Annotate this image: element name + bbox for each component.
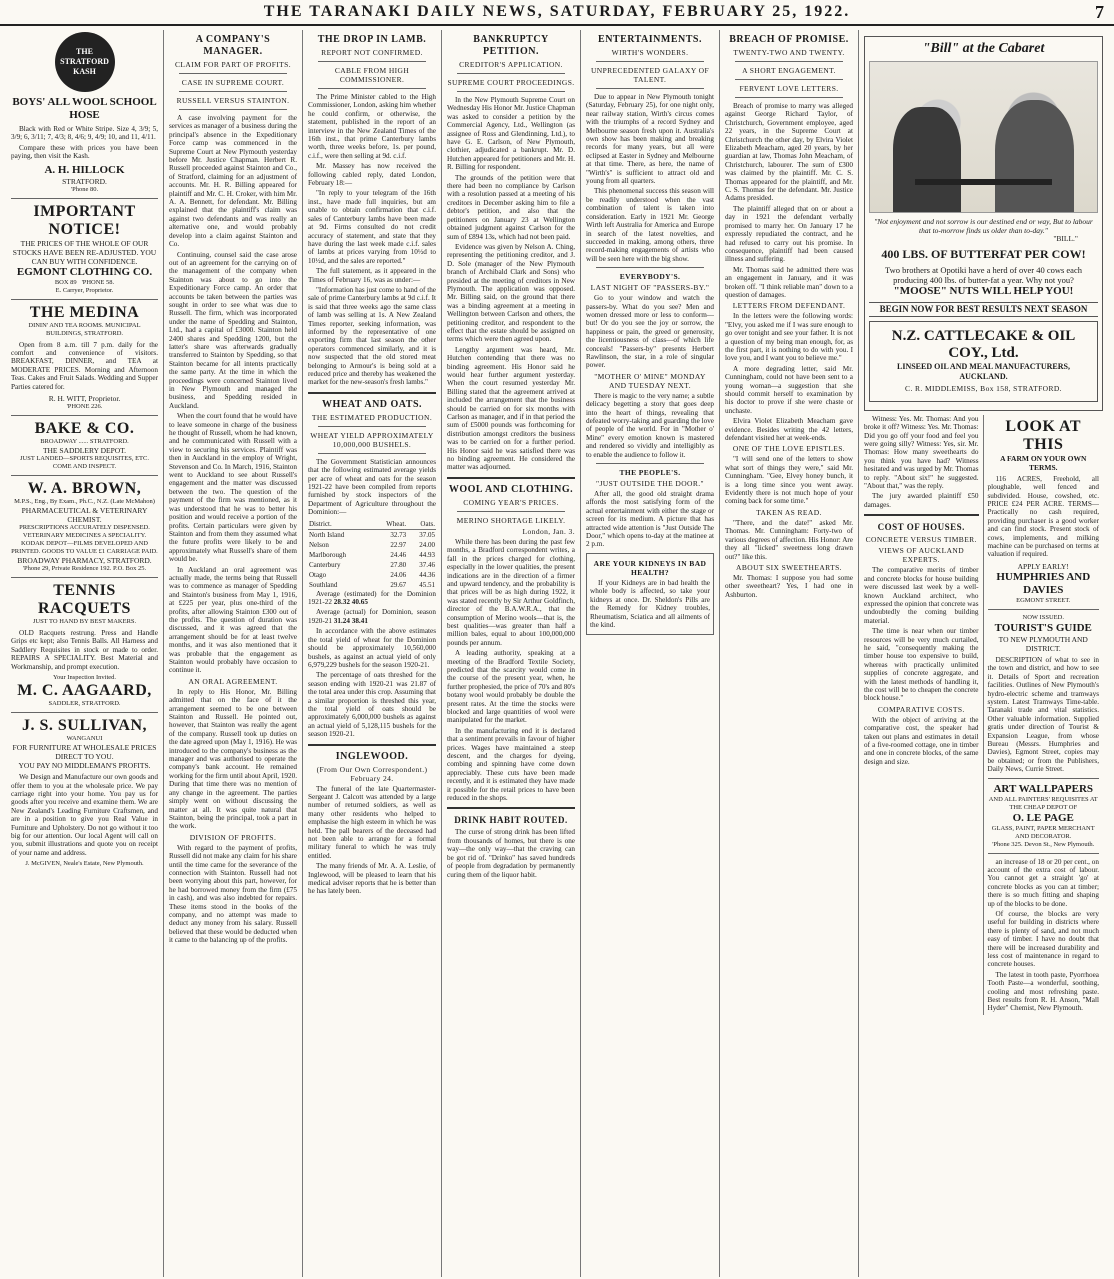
table-cell: 37.46 (419, 560, 435, 569)
saddlery-depot: THE SADDLERY DEPOT. (42, 446, 127, 456)
table-cell: Canterbury (309, 560, 341, 569)
yield-table (308, 519, 436, 590)
broadway-pharmacy: BROADWAY PHARMACY, STRATFORD. (17, 556, 152, 566)
tourist-guide-sub: TO NEW PLYMOUTH AND DISTRICT. (998, 634, 1088, 653)
humphries-davies: HUMPHRIES AND DAVIES (996, 570, 1091, 596)
article-paragraph: While there has been during the past few months, a Bradford correspondent writes, a fall in the prices charged for clothing, especially in the lower qualities, the present indications are in the direction of a firmer and upward tendency, and the probability is that prices will be as high during 1922, it was stated recently by Sir Arthur Goldfinch, director of the B.A.W.R.A., that the consumption of Merino wools—that is, the best qualities—was greater than half a million bales, equal to about 100,000,000 pounds per annum. (447, 537, 575, 647)
tennis-body: OLD Racquets restrung. Press and Handle Grips etc kept; also Tennis Balls. All Harness and Saddlery Requisites in stock or made to order. REPAIRS A SPECIALITY. Best Material and Workmanship, and prompt execution. (11, 629, 158, 671)
important-body: THE PRICES OF THE WHOLE OF OUR STOCKS HAVE BEEN RE-ADJUSTED. YOU CAN BUY WITH CONFIDENCE. (12, 238, 157, 266)
hose-note: Compare these with prices you have been paying, then visit the Kash. (11, 143, 158, 161)
cattlecake-ad: N.Z. CATTLECAKE & OIL COY., Ltd. LINSEED OIL AND MEAL MANUFACTURERS, AUCKLAND. C. R. MIDDLEMISS, Box 158, STRATFORD. (869, 321, 1098, 402)
le-page-sub: GLASS, PAINT, PAPER MERCHANT AND DECORATOR. (991, 824, 1095, 840)
article-subheading: WIRTH'S WONDERS. (611, 48, 689, 57)
article-paragraph: There is magic to the very name; a subtle delicacy begetting a story that goes deep into the heart of things, revealing that defeated worry-taking and guarding the love of people of the world. For in "Mother o' Mine" every emotion known is mastered and rendered so vividly and intelligibly as to enable the audience to follow it. (586, 391, 714, 459)
article-paragraph: In reply to His Honor, Mr. Billing admitted that on the face of it the arrangement seemed to be one between Stainton and Russell. He pointed out, however, that Stainton was really the agent of the company. Russell took up duties on the date agreed upon (May 1, 1916). He was introduced to the company's business as the manager and was authorised to operate the company's bank account. He remained working for the firm until about April, 1920. During that time there was no mention of any change in the agreement. The parties simply went on without discussing the matter at all. It was quite natural that Stainton, being the principal, took a part in the work. (169, 687, 297, 831)
witt-phone: 'PHONE 226. (66, 403, 103, 411)
table-cell: Southland (309, 580, 338, 589)
article-heading: BREACH OF PROMISE. (729, 34, 849, 45)
art-sub: AND ALL PAINTERS' REQUISITES AT THE CHEAP DEPOT OF (988, 795, 1098, 811)
table-cell: 24.00 (419, 540, 435, 549)
begin-now: BEGIN NOW FOR BEST RESULTS NEXT SEASON (869, 302, 1098, 316)
table-cell: 44.36 (419, 570, 435, 579)
article-paragraph: In the manufacturing end it is declared that a sentiment prevails in favour of higher prices. Wages have maintained a steep descent, and the charges for dyeing, combing and spinning have come down appreciably. These cuts have been made recently, and it is estimated they have made it possible for the retail prices to have been reduced in the shops. (447, 726, 575, 803)
sullivan-town: WANGANUI (66, 735, 103, 743)
article-subheading: CLAIM FOR PART OF PROFITS. (174, 60, 292, 69)
article-heading: THE DROP IN LAMB. (317, 34, 427, 45)
egmont-clothing: EGMONT CLOTHING CO. (16, 265, 153, 278)
column-7-right (984, 415, 1104, 1015)
butterfat-body: Two brothers at Opotiki have a herd of over 40 cows each producing 400 lbs. of butter-fat a year. Why not you? (885, 265, 1082, 286)
masthead (0, 0, 1114, 26)
cabaret-ad (864, 36, 1103, 411)
le-page-address: 'Phone 325. Devon St., New Plymouth. (992, 840, 1095, 848)
article-paragraph: Due to appear in New Plymouth tonight (Saturday, February 25), for one night only, near railway station, Wirth's circus comes with the triumphs of a record Sydney and Melbourne season fresh upon it. Australia's own show has been making and breaking records for many years, but all were eclipsed at Easter in Sydney and Melbourne at that time. There, as here, the name of "Wirth's" is sufficient to attract old and young from all quarters. (586, 93, 714, 186)
article-subheading: EVERYBODY'S. (619, 272, 681, 282)
important-notice: IMPORTANT NOTICE! (33, 202, 136, 238)
column-7-left (864, 415, 984, 1015)
medina-title: THE MEDINA (29, 303, 140, 321)
medina-sub: DININ' AND TEA ROOMS. MUNICIPAL BUILDINGS, STRATFORD. (28, 321, 141, 337)
article-paragraph: With the object of arriving at the comparative cost, the speaker had taken out plans and estimates in detail of a five-roomed cottage, one in timber and one in concrete blocks, of the same design and size. (864, 715, 979, 766)
article-paragraph: The plaintiff alleged that on or about a day in 1921 the defendant verbally promised to marry her. On January 17 he expressly repudiated the contract, and he had refused to carry out his promise. In consequence, plaintiff had been caused illness and suffering. (725, 204, 853, 264)
le-page: O. LE PAGE (1012, 811, 1074, 824)
table-row (308, 560, 436, 570)
kash-logo: THE STRATFORD KASH (55, 32, 115, 92)
table-row (308, 580, 436, 590)
article-subheading: WHEAT YIELD APPROXIMATELY 10,000,000 BUSHELS. (310, 430, 434, 449)
article-paragraph: This phenomenal success this season will be readily understood when the vast combination of talent is taken into consideration. Early in 1921 Mr. George Wirth left Australia for America and Europe in search of the latest novelties, and succeeded in making, among others, three record-making engagements of artists who will be seen here with the big show. (586, 187, 714, 263)
article-heading: DRINK HABIT ROUTED. (454, 815, 568, 826)
article-subheading: REPORT NOT CONFIRMED. (321, 48, 423, 57)
article-paragraph: With regard to the payment of profits, Russell did not make any claim for his share until the time came for the severance of the connection with Stainton. Russell had not been worrying about this part, however, for he had borrowed money from the firm (£75 in cash), and was also indebted for repairs. These items stood in the books of the company, and no attempt was made to deduct any money from his salary. Russell believed that these would be deducted when it came to the balancing up of the profits. (169, 843, 297, 945)
article-paragraph: Lengthy argument was heard, Mr. Hutchen contending that there was no binding agreement. His Honor said he would hear further argument yesterday. When the court resumed yesterday Mr. Billing stated that the agreement arrived at included the arrangement that the business should be carried on for six months with Carlson as manager, and if in that period the sum of £5000 pounds was forthcoming for distribution amongst creditors the business was to be carried on for a further period. His Honor said he was satisfied there was no binding agreement. He considered the matter was adjourned. (447, 345, 575, 472)
art-wallpapers: ART WALLPAPERS (993, 782, 1094, 795)
article-paragraph: Breach of promise to marry was alleged against George Richard Taylor, of Christchurch, Government employee, aged 22 years, in the Supreme Court at Christchurch the other day, by Elvira Violet Elizabeth Meacham, aged 20 years, by her guardian at law, Thomas John Meacham, of Christchurch, labourer. The sum of £300 was claimed by the plaintiff. Mr. C. S. Thomas appeared for the plaintiff, and Mr. C. S. Thomas for the defendant. Mr. Justice Adams presided. (725, 102, 853, 203)
column-7-split (864, 415, 1103, 1015)
sullivan-sign: J. McGIVEN, Neale's Estate, New Plymouth. (25, 860, 144, 868)
hillock-town: STRATFORD. (62, 176, 107, 186)
yield-previous: Average (actual) for Dominion, season 1920-21 31.24 38.41 (308, 608, 436, 625)
article-subheading: CASE IN SUPREME COURT. (181, 78, 285, 87)
article-paragraph: The jury awarded plaintiff £50 damages. (864, 492, 979, 509)
article-subheading: "JUST OUTSIDE THE DOOR." (596, 479, 704, 489)
article-paragraph: Mr. Thomas said he admitted there was an engagement in January, and it was broken off. "I think reliable man" down to a question of damages. (725, 265, 853, 299)
hillock-phone: 'Phone 80. (70, 185, 99, 193)
apply-early: APPLY EARLY! (1017, 561, 1069, 571)
table-cell: North Island (309, 530, 345, 539)
farm-body: 116 ACRES, Freehold, all ploughable, well fenced and subdivided. House, cowshed, etc. PRICE £24 PER ACRE. TERMS—Practically no cash required, providing purchaser is a good worker and can find stock. Present stock of cows, implements, and milking machine can be purchased on terms at valuation if required. (987, 474, 1099, 559)
sullivan-body: We Design and Manufacture our own goods and offer them to you at the wholesale price. We pay carriage right into your home. You pay us for goods after you receive and examine them. We are New Zealand's Leading Furniture Craftsmen, and are in a position to give you Real Value in Furniture and Upholstery. Do not go without it too big for our attention. Our local Agent will call on you, submit illustrations and quote you on receipt of your name and address. (11, 773, 158, 857)
table-cell: 37.05 (419, 530, 435, 539)
article-heading: WOOL AND CLOTHING. (448, 483, 574, 495)
article-subheading: (From Our Own Correspondent.) February 24. (316, 764, 428, 783)
article-paragraph: an increase of 18 or 20 per cent., on account of the extra cost of labour. You cannot get a straight 'go' at concrete blocks as you can at timber; there is so much fitting and shaping up of the blocks to be done. (987, 857, 1099, 908)
article-paragraph: The full statement, as it appeared in the Times of February 16, was as under:— (308, 267, 436, 284)
farm-terms: A FARM ON YOUR OWN TERMS. (1000, 453, 1087, 472)
article-paragraph: "Information has just come to hand of the sale of prime Canterbury lambs at 9d c.i.f. It is said that three weeks ago the same class of lamb was selling at 1s. A New Zealand Times reporter, seeking information, was informed by the representative of one exporting firm that last season the other operators commenced similarly, and it is now suspected that the old stored meat belonging to Armour's is being sold at a reduced price and thereby has weakened the market for the new-season's fresh lambs." (308, 285, 436, 387)
article-paragraph: A leading authority, speaking at a meeting of the Bradford Textile Society, predicted that the scarcity would come in the course of the present year, when, he further prophesied, the price of 70's and 80's botany wool would probably be double the present rates. At the time the stocks were blocked and large quantities of wool were manipulated for the market. (447, 649, 575, 725)
table-cell: 24.06 (390, 570, 407, 579)
table-cell: Marlborough (309, 550, 346, 559)
witt-proprietor: R. H. WITT, Proprietor. (48, 394, 121, 404)
table-cell: 27.80 (390, 560, 407, 569)
column-1-ads (6, 30, 164, 1277)
article-paragraph: Mr. Massey has now received the following cabled reply, dated London, February 18:— (308, 162, 436, 188)
kidney-ad: ARE YOUR KIDNEYS IN BAD HEALTH? If your Kidneys are in bad health the whole body is affected, so take your kidneys at once. Dr. Sheldon's Pills are the Remedy for Kidney troubles, Rheumatism, Sciatica and all ailments of the kind. (586, 553, 714, 635)
article-paragraph: The latest in tooth paste, Pyorrhoea Tooth Paste—a wonderful, soothing, cooling and most refreshing paste. Best results from R. H. Anson, "Mall Hyder" Chemist, New Plymouth. (987, 970, 1099, 1013)
cabaret-sign: "BILL." (1053, 234, 1078, 243)
column-4-bankruptcy-wool (442, 30, 581, 1277)
table-cell: 24.46 (390, 550, 407, 559)
article-paragraph: The comparative merits of timber and concrete blocks for house building were discussed last week by a well-known Auckland architect, who expressed the opinion that concrete was undoubtedly the coming building material. (864, 566, 979, 625)
butterfat-headline: 400 LBS. OF BUTTERFAT PER COW! (881, 247, 1086, 262)
columns (6, 30, 1108, 1277)
hillock-name: A. H. HILLOCK (44, 163, 125, 176)
article-paragraph: When the court found that he would have to leave someone in charge of the business he thought of Russell, whom he had known, and he communicated with Russell with a view to securing his services. Plaintiff was then in Auckland in the employ of Wright, Stevenson and Co. In March, 1916, Stainton went to Auckland to see about Russell's engagement and the matter was discussed between the two. The question of the payment of the firm was mentioned, as it was understood that he was to better his position and would receive a portion of the profits. Certain particulars were given by Stainton and from them they assumed what the future profits were likely to be and approximately what Russell's share of them would be. (169, 412, 297, 564)
article-paragraph: "In reply to your telegram of the 16th inst., have made full inquiries, but am unable to obtain confirmation that c.i.f. sales of Canterbury lambs have been made at 9d. Firms consulted do not credit accuracy of statement, and state that they have during the last week made c.i.f. sales of lambs at prices varying from 10½d to 10½d, and the sales are reported." (308, 189, 436, 265)
humphries-sub: EGMONT STREET. (1016, 596, 1071, 604)
cabaret-illustration (869, 61, 1098, 213)
tennis-title: TENNIS RACQUETS (38, 582, 131, 618)
article-heading: WHEAT AND OATS. (321, 398, 423, 410)
article-paragraph: Continuing, counsel said the case arose out of an agreement for the carrying on of the management of the company when Stainton was about to go into the Expeditionary Force camp. An order that accounts be taken between the parties was sought in order to see what was due to Russell. The firm, which was incorporated under the name of Spedding and Stainton, Ltd., had a capital of £3000. Stainton held 2400 shares and Spedding 1200, but the latter's share was afterwards gradually transferred to Stainton by Spedding, so that Stainton became for all intents practically the same party. At the time in which the proceedings were concerned Stainton lived in New Plymouth and managed the business, and Spedding resided in Auckland. (169, 250, 297, 410)
sullivan-pay: YOU PAY NO MIDDLEMAN'S PROFITS. (18, 761, 151, 771)
article-paragraph: The time is near when our timber resources will be very much curtailed, he said, "consequently making the timber house too expensive to build, whereas with practically unlimited supplies of concrete aggregate, and with the latest methods of handling it, the cost will be to cheapen the concrete block house." (864, 627, 979, 703)
column-2-company-manager (164, 30, 303, 1277)
article-subheading: MERINO SHORTAGE LIKELY. (456, 515, 566, 525)
article-subheading: TWENTY-TWO AND TWENTY. (733, 48, 845, 57)
table-cell: 44.93 (419, 550, 435, 559)
article-subheading: ABOUT SIX SWEETHEARTS. (736, 562, 842, 572)
article-subheading: UNPRECEDENTED GALAXY OF TALENT. (590, 66, 710, 84)
page-number: 7 (1095, 2, 1104, 22)
brown-chemist: PHARMACEUTICAL & VETERINARY CHEMIST. (21, 506, 148, 525)
article-subheading: CABLE FROM HIGH COMMISSIONER. (334, 66, 410, 84)
article-subheading: COMPARATIVE COSTS. (877, 704, 965, 714)
column-3-lamb-wheat (303, 30, 442, 1277)
article-paragraph: Go to your window and watch the passers-by. What do you see? Men and women dressed more or less to conform—but! Or do you see the joy or sorrow, the happiness or pain, the greed or generosity, the licentiousness of class—of which life conceals! "Passers-by" presents Herbert Rawlinson, the star, in a role of singular power. (586, 294, 714, 370)
article-paragraph: In accordance with the above estimates the total yield of wheat for the Dominion should be approximately 10,560,000 bushels, as against an actual yield of only 6,979,229 bushels for the season 1920-21. (308, 627, 436, 669)
tourist-guide-body: DESCRIPTION of what to see in the town and district, and how to see it. Details of Sport and recreation facilities. Outlines of New Plymouth's hydro-electric scheme and tramways system. Latest Tramways Time-table. Taranaki trade and vital statistics. Other valuable information. Supplied gratis under direction of Tourist & Expansion League, from whose Bureau (Messrs. Humphries and Davies), Egmont Street, copies may be obtained; or from the Publishers, Daily News, Currie Street. (987, 655, 1099, 774)
table-cell: 32.73 (390, 530, 407, 539)
article-paragraph: The many friends of Mr. A. A. Leslie, of Inglewood, will be pleased to learn that his medical adviser reports that he is better than he has lately been. (308, 862, 436, 896)
article-heading: INGLEWOOD. (335, 750, 409, 762)
article-subheading: LETTERS FROM DEFENDANT. (732, 301, 846, 311)
article-paragraph: The grounds of the petition were that there had been no compliance by Carlson with a resolution passed at a meeting of his creditors in December asking him to file a debtor's petition, and also that the petitioners on January 23 at Wellington obtained judgment against Carlson for the sum of £894 13s, which had not been paid. (447, 173, 575, 241)
table-cell: Otago (309, 570, 327, 579)
column-5-entertainments (581, 30, 720, 1277)
table-row (308, 570, 436, 580)
article-subheading: TAKEN AS READ. (756, 507, 822, 517)
dateline: London, Jan. 3. (522, 526, 575, 536)
article-paragraph: Of course, the blocks are very useful for building in districts where there is plenty of sand, and not much easy of timber. I have no doubt that there will be increased durability and less cost of maintenance in regard to concrete houses. (987, 910, 1099, 969)
yield-average: Average (estimated) for the Dominion 1921-22 28.32 40.65 (308, 589, 436, 607)
egmont-box: BOX 89 (54, 278, 77, 286)
table-cell: Nelson (309, 540, 329, 549)
article-paragraph: Witness: Yes. Mr. Thomas: And you broke it off? Witness: Yes. Mr. Thomas: Did you go off your food and feel you were going silly? Witness: Yes, sir. Mr. Thomas: How many sweethearts do you think you have had? Witness hesitated and was urged by Mr. Thomas to reply. "About six!" he suggested. "About that," was the reply. (864, 414, 979, 491)
article-subheading: A SHORT ENGAGEMENT. (742, 66, 836, 75)
article-paragraph: Mr. Thomas: I suppose you had some other sweetheart? Yes, I had one in Ashburton. (725, 573, 853, 599)
article-subheading: LAST NIGHT OF "PASSERS-BY." (590, 283, 710, 293)
article-paragraph: A case involving payment for the services as manager of a business during the principal's absence in the Expeditionary Force camp was commenced in the Supreme Court at New Plymouth yesterday before Mr. Justice Chapman. Herbert R. Russell proceeded against Stainton and Co., of Stratford, claiming for an adjustment of accounts. Mr. H. R. Billing appeared for plaintiff and Mr. C. H. Croker, with him Mr. A. A. Bennett, for defendant. Mr. Billing explained that the plaintiff's claim was against two defendants and was really an alternative one, and would probably develop into a claim against Stainton and Co. (169, 114, 297, 249)
masthead-title: THE TARANAKI DAILY NEWS, SATURDAY, FEBRUARY 25, 1922. (263, 3, 851, 20)
article-subheading: "MOTHER O' MINE" MONDAY AND TUESDAY NEXT. (594, 371, 706, 390)
hose-body: Black with Red or White Stripe. Size 4, 3/9; 5, 3/9; 6, 3/11; 7, 4/3; 8, 4/6; 9, 4/9; 10, and 11, 4/11. (11, 125, 158, 142)
hose-title: BOYS' ALL WOOL SCHOOL HOSE (12, 96, 157, 121)
article-heading: A COMPANY'S MANAGER. (195, 34, 271, 57)
egmont-manager: E. Carryer, Proprietor. (55, 286, 114, 294)
article-heading: COST OF HOUSES. (877, 522, 965, 533)
table-cell: 45.51 (419, 580, 435, 589)
brown-name: W. A. BROWN, (27, 480, 142, 498)
table-header-cell: Wheat. (371, 519, 407, 530)
article-subheading: DIVISION OF PROFITS. (189, 832, 277, 842)
table-row (308, 540, 436, 550)
table-cell: 29.67 (390, 580, 407, 589)
tennis-sub: JUST TO HAND BY BEST MAKERS. (32, 618, 137, 626)
article-paragraph: The funeral of the late Quartermaster-Sergeant J. Calcott was attended by a large number of returned soldiers, as well as many other residents who helped to emphasise the high esteem in which he was held. The pall bearers of the deceased had not been able to arrange for a formal military funeral to which he was truly entitled. (308, 784, 436, 860)
article-subheading: SUPREME COURT PROCEEDINGS. (447, 78, 575, 87)
table-row (308, 529, 436, 540)
article-paragraph: Evidence was given by Nelson A. Ching, representing the petitioning creditor, and J. D. Sole (manager of the New Plymouth branch of Archibald Clark and Sons) who presided at the meeting of creditors in New Plymouth. The application was opposed. Mr. Billing said, on the ground that there was a binding agreement at a meeting in Wellington between Carlson and others, the petitioning creditor, and respondent to the effect that the estate should be assigned on terms which were then agreed upon. (447, 242, 575, 344)
table-header-cell: Oats. (407, 519, 436, 530)
column-6-breach-of-promise (720, 30, 859, 1277)
sullivan-furniture: FOR FURNITURE AT WHOLESALE PRICES DIRECT TO YOU. (12, 743, 157, 762)
broadway-phone: 'Phone 29, Private Residence 192. P.O. Box 25. (22, 565, 147, 573)
article-subheading: VIEWS OF AUCKLAND EXPERTS. (878, 546, 965, 565)
article-paragraph: A more degrading letter, said Mr. Cunningham, could not have been sent to a young woman—a suggestion that she should commit herself to examination by his doctor to prove if she were chaste or unchaste. (725, 364, 853, 415)
egmont-phone: 'PHONE 58. (81, 278, 115, 286)
brown-body: PRESCRIPTIONS ACCURATELY DISPENSED. VETERINARY MEDICINES A SPECIALITY. KODAK DEPOT—FILMS DEVELOPED AND PRINTED. GOODS TO VALUE £1 CARRIAGE PAID. (11, 524, 158, 556)
article-subheading: COMING YEAR'S PRICES. (463, 497, 559, 507)
article-subheading: AN ORAL AGREEMENT. (188, 676, 278, 686)
article-paragraph: The percentage of oats threshed for the season ending with 1920-21 was 21.87 of the total area under this crop. Assuming that a similar proportion is threshed this year, the total yield of oats should be approximately 6,000,000 bushels as against an actual yield of 5,128,115 bushels for the season 1920-21. (308, 671, 436, 739)
article-subheading: FERVENT LOVE LETTERS. (739, 84, 839, 93)
article-subheading: THE ESTIMATED PRODUCTION. (311, 412, 433, 422)
cabaret-quote: "Not enjoyment and not sorrow is our destined end or way, But to labour that to-morrow finds us older than to-day." (874, 217, 1093, 235)
article-heading: BANKRUPTCY PETITION. (473, 34, 549, 57)
aagaard-name: M. C. AAGAARD, (17, 682, 152, 700)
article-paragraph: The curse of strong drink has been lifted from thousands of homes, but there is one way—the only way—that the craving can be got rid of. "Drinko" has saved hundreds of people from degradation by permanently curing them of the liquor habit. (447, 828, 575, 879)
saddlery-body: JUST LANDED—SPORTS REQUISITES, ETC. COME AND INSPECT. (20, 455, 149, 471)
article-paragraph: In the letters were the following words: "Elvy, you asked me if I was sure enough to go over tonight and see your father. It is not a question of my being man enough, for, as the first part, it is nothing to do with you. I love you, and I want you to believe me." (725, 312, 853, 363)
article-paragraph: The Prime Minister cabled to the High Commissioner, London, asking him whether he could confirm, or otherwise, the statement, published in the report of an interview in the New Zealand Times of the 16th inst., that prime Canterbury lambs worth, three weeks before, 1s. per pound, c.i.f., were then selling at 9d. c.i.f. (308, 93, 436, 160)
sullivan-name: J. S. SULLIVAN, (21, 717, 148, 735)
article-paragraph: "I will send one of the letters to show what sort of things they were," said Mr. Cunningham. "Gee, Elvey honey bunch, it is a long time since you went away. Evidently there is not much hope of your coming back for some time." (725, 455, 853, 506)
article-heading: ENTERTAINMENTS. (598, 34, 702, 45)
table-row (308, 550, 436, 560)
brown-sub: M.P.S., Eng., By Exam., Ph.C., N.Z. (Late McMahon) (14, 498, 155, 506)
article-paragraph: In Auckland an oral agreement was actually made, the terms being that Russell was to commence as manager of Spedding and Stainton's business from May 1, 1916, at £225 per year, plus one-third of the profits, after allowing Stainton £300 out of the profits. The question of duration was discussed, and it was agreed that the arrangement should be for at least twelve months, and it was also mentioned that it was probable that the engagement as Stainton would probably have occasion to continue it. (169, 565, 297, 675)
moose-nuts: "MOOSE" NUTS WILL HELP YOU! (893, 285, 1074, 298)
article-paragraph: Elvira Violet Elizabeth Meacham gave evidence. Besides writing the 42 letters, defendant visited her at week-ends. (725, 417, 853, 443)
article-paragraph: In the New Plymouth Supreme Court on Wednesday His Honor Mr. Justice Chapman was asked to consider a petition by the Commercial Agency, Ltd., Wellington (as assignee of Ross and Glendinning, Ltd.), to have G. E. Carlson, of New Plymouth, clothier, adjudicated a bankrupt. Mr. D. Hutchen appeared for petitioners and Mr. H. R. Billing for respondent. (447, 96, 575, 172)
bake-sub: BROADWAY ...... STRATFORD. (40, 438, 129, 446)
article-subheading: ONE OF THE LOVE EPISTLES. (732, 444, 846, 454)
bake-co: BAKE & CO. (34, 420, 135, 438)
article-paragraph: "There, and the date!" asked Mr. Thomas. Mr. Cunningham: Forty-two of various degrees of affection. His Honor: Are they all "licked" sweetness long drawn out?" like this. (725, 518, 853, 561)
now-issued: NOW ISSUED. (1022, 613, 1064, 621)
cabaret-title: "Bill" at the Cabaret (922, 41, 1045, 56)
table-cell: 22.97 (390, 540, 407, 549)
aagaard-sub: SADDLER, STRATFORD. (48, 700, 121, 708)
look-at-this: LOOK AT THIS (1005, 417, 1082, 453)
article-subheading: CONCRETE VERSUS TIMBER. (865, 535, 977, 545)
tourist-guide: TOURIST'S GUIDE (994, 621, 1092, 634)
article-paragraph: The Government Statistician announces that the following estimated average yields per acre of wheat and oats for the season 1921-22 have been compiled from reports furnished by stock inspectors of the Department of Agriculture throughout the Dominion:— (308, 457, 436, 517)
article-subheading: RUSSELL VERSUS STAINTON. (176, 96, 290, 105)
column-7-ads (859, 30, 1108, 1277)
table-header-cell: District. (308, 519, 371, 530)
article-subheading: CREDITOR'S APPLICATION. (459, 60, 563, 69)
medina-body: Open from 8 a.m. till 7 p.m. daily for the comfort and convenience of visitors. BREAKFAST, DINNER, and TEA at MODERATE PRICES. Morning and Afternoon Teas. Cakes and Fruit Salads. Wedding and Supper Parties catered for. (11, 340, 158, 391)
aagaard-invite: Your Inspection Invited. (52, 674, 117, 682)
article-paragraph: After all, the good old straight drama affords the most satisfying form of the actual entertainment with either the stage or screen for its medium. A picture that has attracted wide attention is "Just Outside The Door," which opens to-day at the matinee at 2 p.m. (586, 490, 714, 549)
article-subheading: THE PEOPLE'S. (619, 468, 681, 478)
